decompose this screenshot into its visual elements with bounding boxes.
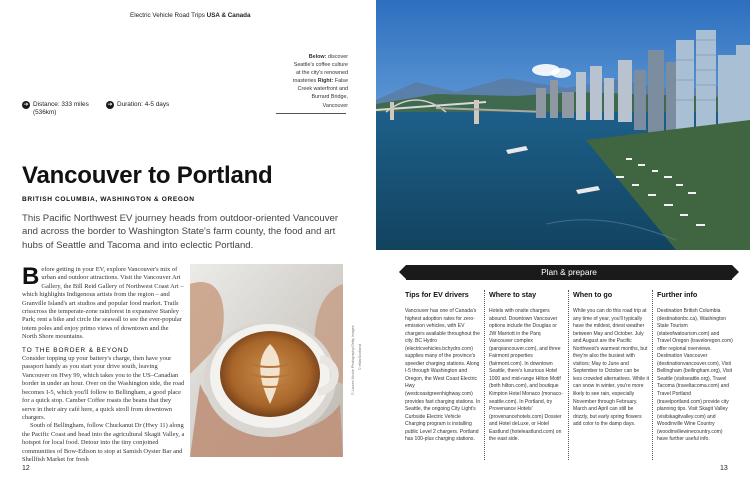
body-text xyxy=(22,263,185,464)
photo-caption xyxy=(288,53,348,110)
duration-text: Duration: 4-5 days xyxy=(117,101,170,108)
banner-arrow-left-icon xyxy=(399,265,406,279)
running-head-region: USA & Canada xyxy=(206,12,251,19)
plan-column-text: Destination British Columbia (destinationbc.ca), Washington State Tourism (stateofwatourism.com) and Travel Oregon (traveloregon.com) offer regional overviews. Destination Vancouver (destinationvancouver.com), Visit Bellingham (bellingham.org), Visit Seattle (visitseattle.org), Travel Tacoma (traveltacoma.com) and Travel Portland (travelportland.com) provide city planning tips. Visit Skagit Valley (visitskagitvalley.com) and Woodinville Wine Country (woodinvillewinecountry.com) have further useful info. xyxy=(657,308,733,443)
arrow-right-icon: ➔ xyxy=(107,102,113,108)
column-divider xyxy=(484,290,485,460)
plan-column-title: Tips for EV drivers xyxy=(405,290,469,299)
section-heading: TO THE BORDER & BEYOND xyxy=(22,346,129,354)
coffee-photo xyxy=(190,264,343,457)
running-head-text: Electric Vehicle Road Trips xyxy=(130,12,205,19)
photo-credit: © eMarScotland xyxy=(358,344,362,370)
column-divider xyxy=(568,290,569,460)
caption-right-label: Right: xyxy=(317,78,334,85)
photo-credit: © Lauren Nicole Photography/Getty Images xyxy=(351,325,355,395)
page-number-right: 13 xyxy=(720,465,728,472)
body-paragraph-1-text: efore getting in your EV, explore Vancouver's mix of urban and outdoor attractions. Visit the Vancouver Art Gallery, the Bill Reid Gallery of Northwest Coast Art – which highlights Indigenous artists from the region – and Granville Island's art studios and popular food market. Trails crisscross the temperate-zone rainforest in expansive Stanley Park; rent a bike and circle the seawall to see the ever-popular totem poles and enjoy primo views of downtown and the North Shore mountains. xyxy=(22,266,184,341)
plan-column-tips xyxy=(405,290,481,444)
caption-below-text: discover Seattle's coffee culture at the city's renowned roasteries xyxy=(292,54,348,85)
plan-column-further-info xyxy=(657,290,733,444)
page-title: Vancouver to Portland xyxy=(22,162,273,189)
vancouver-waterfront-photo xyxy=(376,0,750,250)
plan-column-text: While you can do this road trip at any time of year, you'll typically have the mildest, driest weather between May and October. July and August are the Pacific Northwest's warmest months, but they're also the busiest with visitors; May to June and September to October can be less crowded alternatives. While it can snow in winter, you're more likely to see rain, especially November through February. March and April can still be drizzly, but early spring flowers add color to the damp days. xyxy=(573,308,650,428)
plan-column-text: Vancouver has one of Canada's highest adoption rates for zero-emission vehicles, with EV chargers available throughout the city. BC Hydro (electricvehicles.bchydro.com) supplies many of the province's speedier charging stations. Along I-5 through Washington and Oregon, the West Coast Electric Hwy (westcoastgreenhighway.com) provides fast charging stations. In Seattle, the ongoing City Light's Curbside Electric Vehicle Charging program is installing public Level 2 chargers. Portland has 100-plus charging stations. xyxy=(405,308,481,443)
page-subtitle: BRITISH COLUMBIA, WASHINGTON & OREGON xyxy=(22,196,195,203)
plan-column-title: When to go xyxy=(573,290,613,299)
caption-right-text: False Creek waterfront and Burrard Bridge, Vancouver xyxy=(297,78,348,109)
plan-and-prepare-banner xyxy=(406,265,732,280)
body-paragraph-3: South of Bellingham, follow Chuckanut Dr (Hwy 11) along the Pacific Coast and head into the agricultural Skagit Valley, a hotspot for local food. Detour into the tiny conjoined communities of Bow-Edison to stop at Samish Oyster Bar and Shellfish Market for fresh xyxy=(22,422,185,463)
plan-column-text: Hotels with onsite chargers abound. Downtown Vancouver options include the Douglas or JW Marriott in the Parq Vancouver complex (parqvancouver.com), and three Fairmont properties (fairmont.com). In downtown Seattle, there's luxurious Hotel 1000 and mid-range Hilton Motif (both hilton.com), and boutique Kimpton Hotel Monaco (monaco-seattle.com). In Portland, try Provenance Hotels' (provenancehotels.com) Dossier and Hotel deLuxe, or Hotel Eastlund (hoteleastlund.com) on the east side. xyxy=(489,308,563,443)
plan-heading: Plan & prepare xyxy=(541,267,597,277)
intro-paragraph: This Pacific Northwest EV journey heads from outdoor-oriented Vancouver and across the border to Washington State's farm county, the food and art hubs of Seattle and Tacoma and into eclectic Portland. xyxy=(22,213,339,251)
distance-info xyxy=(22,101,95,116)
caption-divider xyxy=(276,113,346,114)
arrow-right-icon: ➔ xyxy=(23,102,29,108)
body-paragraph-1 xyxy=(22,263,185,342)
running-head xyxy=(130,12,251,19)
banner-arrow-right-icon xyxy=(732,265,739,279)
distance-text: Distance: 333 miles (536km) xyxy=(33,101,89,116)
column-divider xyxy=(652,290,653,460)
drop-cap: B xyxy=(22,263,40,290)
plan-column-when-to-go xyxy=(573,290,649,429)
body-paragraph-2: Consider topping up your battery's charge, then have your passport handy as you start your drive south, leaving Vancouver on Hwy 99, which takes you to the US–Canadian border in under an hour. Over on the Washington side, the road becomes I-5, which you'll follow to Bellingham, a good place for a quick stop. Camber Coffee roasts the beans that they serve in their airy café here, a quick stroll from downtown chargers. xyxy=(22,355,185,421)
caption-below-label: Below: xyxy=(308,54,327,60)
plan-column-title: Further info xyxy=(657,290,698,299)
plan-column-title: Where to stay xyxy=(489,290,537,299)
duration-info xyxy=(106,101,169,109)
plan-column-where-to-stay xyxy=(489,290,565,444)
page-number-left: 12 xyxy=(22,465,30,472)
